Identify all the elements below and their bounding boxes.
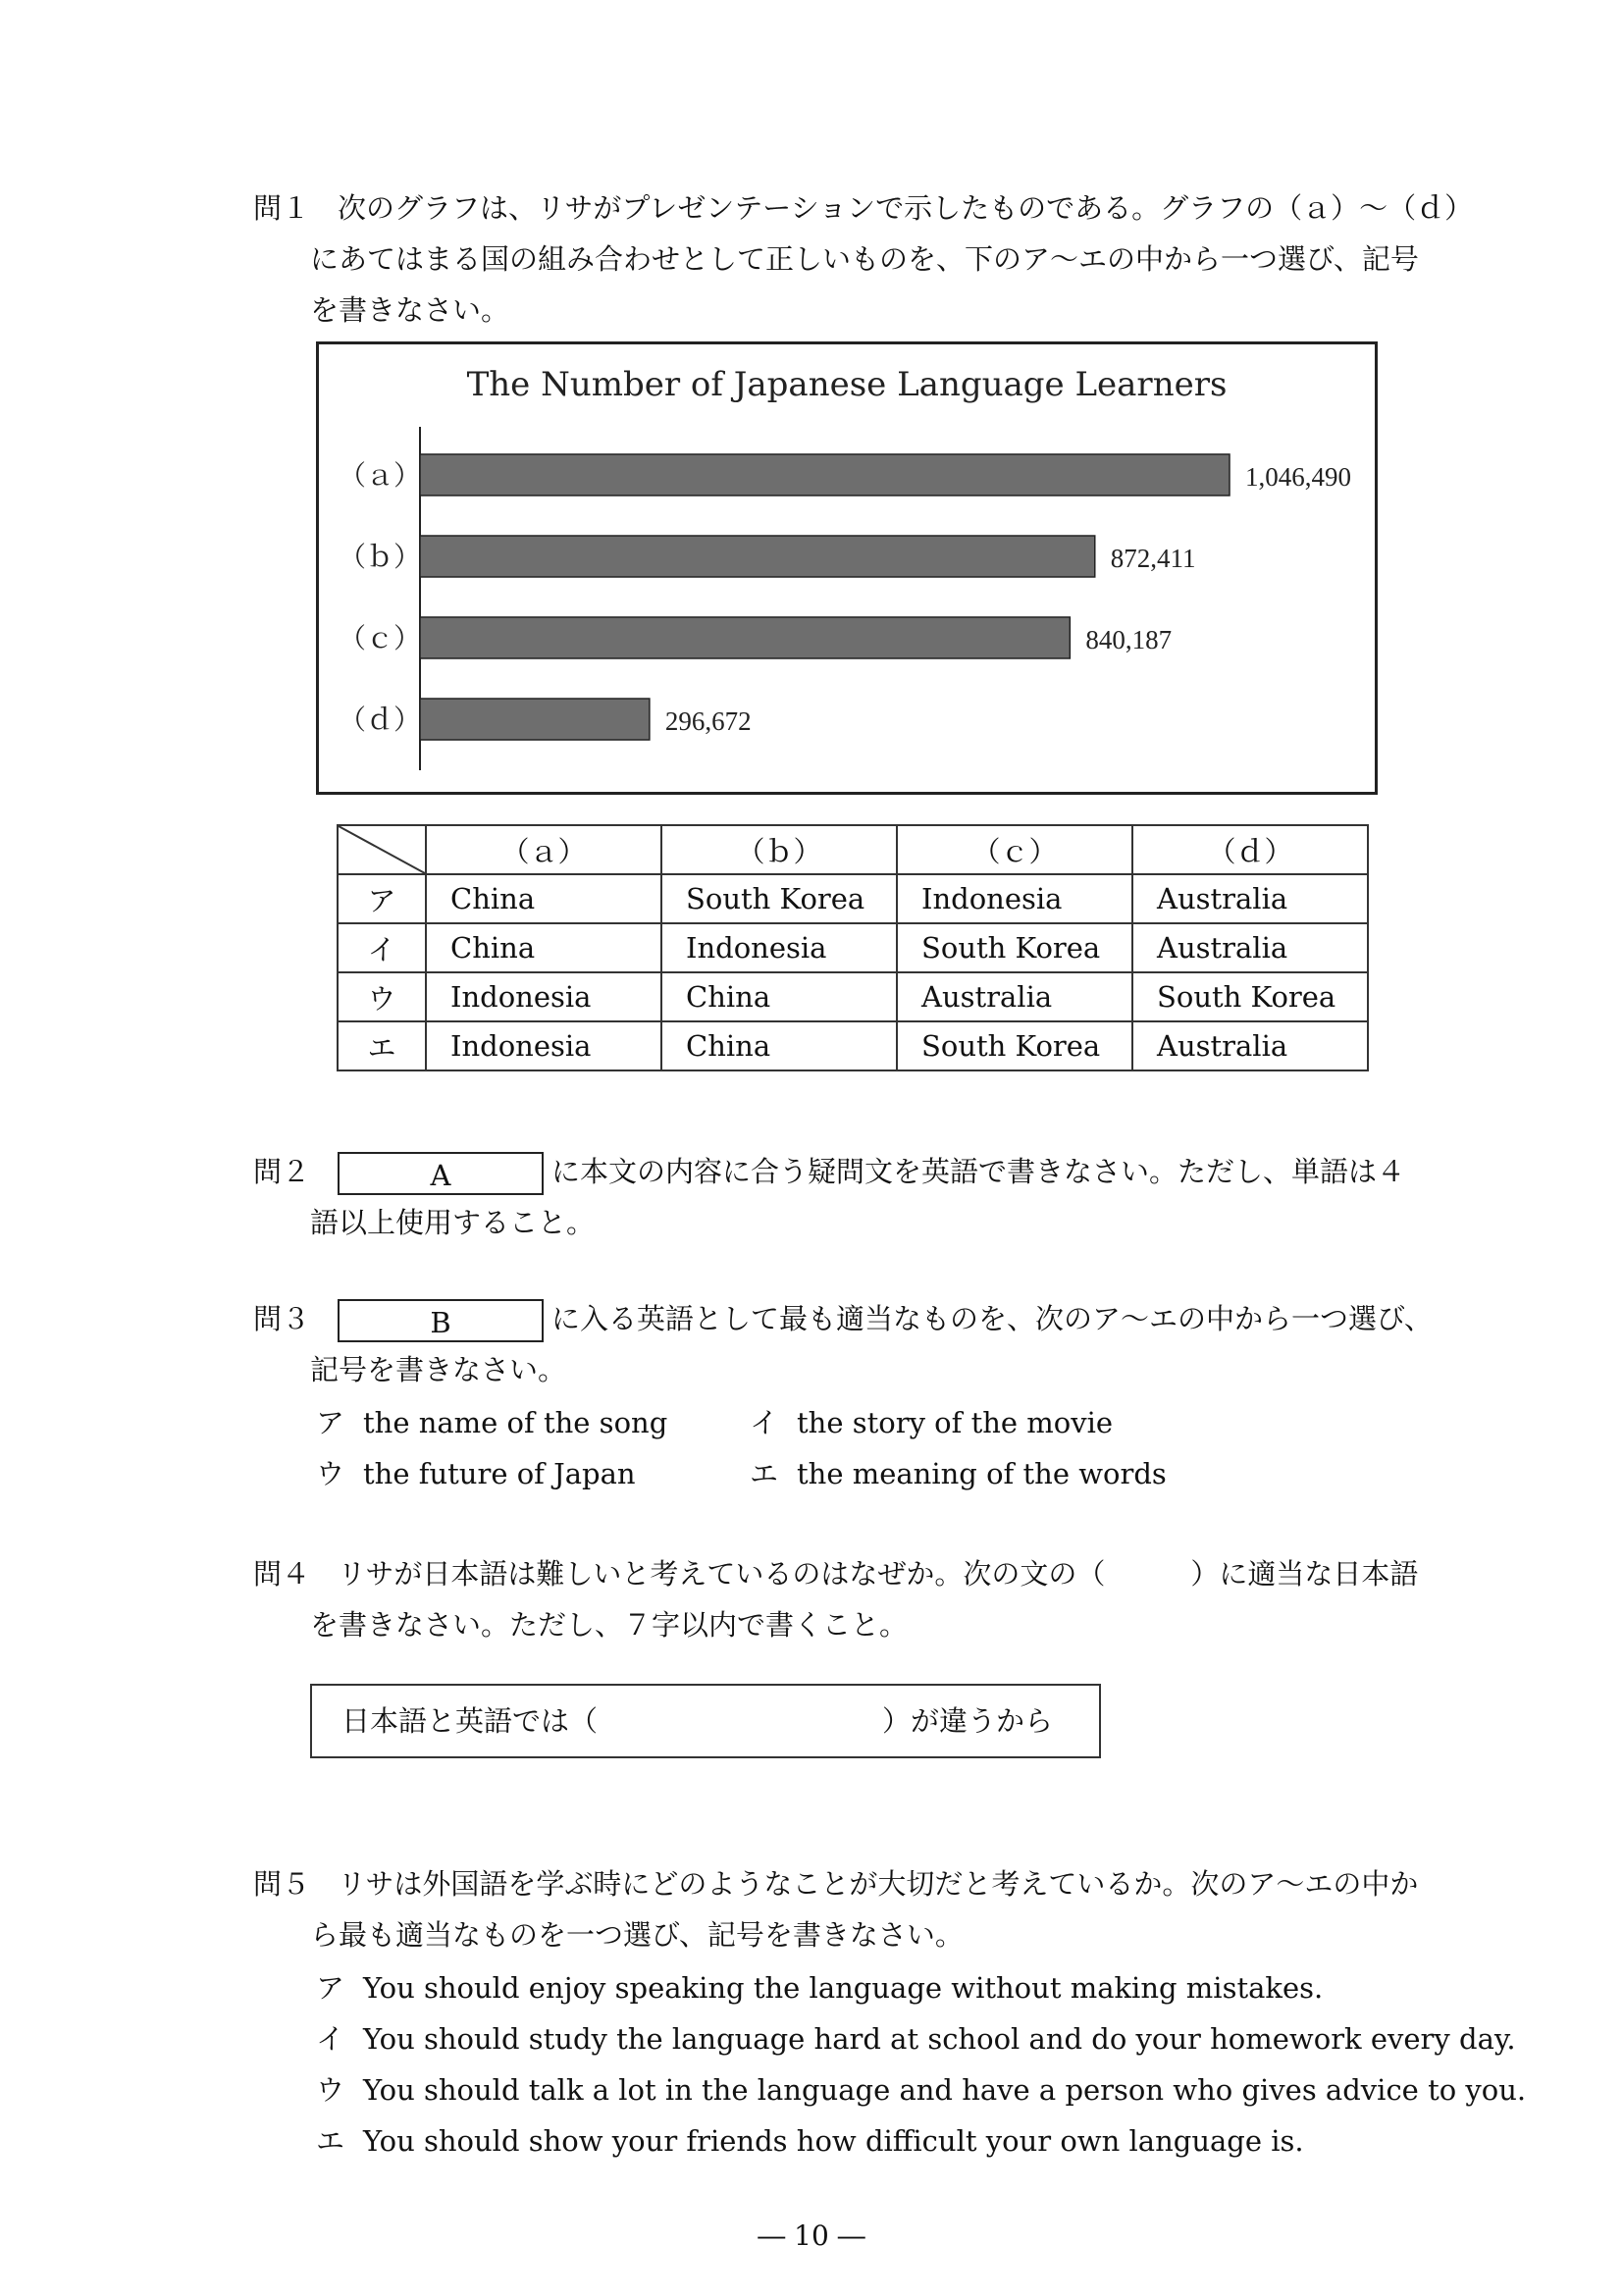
table-cell: China [661,1021,897,1070]
q1-text-1: 次のグラフは、リサがプレゼンテーションで示したものである。グラフの（ａ）～（ｄ） [338,191,1474,225]
q5-text-2: ら最も適当なものを一つ選び、記号を書きなさい。 [310,1918,964,1952]
table-row-mark: イ [338,923,426,972]
bar-chart [316,341,1378,795]
chart-category-label: （ａ） [339,459,422,492]
option-mark: イ [750,1406,779,1439]
q3-blank-box: B [338,1299,544,1342]
chart-value-label: 1,046,490 [1245,462,1351,492]
table-header-d: （ｄ） [1132,825,1368,874]
q1-number: 問１ [253,191,311,225]
q3-text-2: 記号を書きなさい。 [310,1353,567,1386]
table-row [338,972,1368,1021]
q5-line1 [253,1858,1418,1909]
option-mark: エ [316,2124,345,2158]
q5-option-e [316,2119,1304,2160]
table-row [338,1021,1368,1070]
q3-option-i [750,1401,1113,1441]
q1-text-2: にあてはまる国の組み合わせとして正しいものを、下のア～エの中から一つ選び、記号 [310,242,1419,276]
option-text: You should show your friends how difficult your own language is. [363,2124,1304,2158]
option-mark: ウ [316,1457,345,1490]
q4-text-1: リサが日本語は難しいと考えているのはなぜか。次の文の（ ）に適当な日本語 [338,1557,1419,1591]
table-row-mark: エ [338,1021,426,1070]
table-header-row [338,825,1368,874]
table-cell: Australia [897,972,1132,1021]
q3-number: 問３ [253,1302,311,1335]
chart-value-label: 872,411 [1110,544,1196,573]
q3-line1 [253,1293,1433,1344]
chart-title: The Number of Japanese Language Learners [466,365,1228,404]
chart-bar [420,699,650,740]
option-mark: ア [316,1971,345,2005]
q2-number: 問２ [253,1155,311,1188]
q3-option-a [316,1401,667,1441]
q5-text-1: リサは外国語を学ぶ時にどのようなことが大切だと考えているか。次のア～エの中か [338,1867,1419,1901]
table-row [338,923,1368,972]
table-row-mark: ウ [338,972,426,1021]
q2-blank-box: A [338,1152,544,1195]
table-cell: Australia [1132,1021,1368,1070]
q5-number: 問５ [253,1867,311,1901]
page-number: ― 10 ― [758,2219,865,2252]
table-corner-cell [338,825,426,874]
q2-line1 [253,1146,1405,1197]
q5-option-a [316,1966,1323,2007]
q4-answer-box [310,1684,1101,1758]
option-text: You should study the language hard at school and do your homework every day. [363,2022,1516,2056]
q4-line1 [253,1548,1418,1599]
option-text: the future of Japan [363,1457,636,1490]
q2-text-2: 語以上使用すること。 [310,1206,596,1239]
chart-bar [420,536,1095,577]
option-text: the name of the song [363,1406,668,1439]
table-cell: Indonesia [897,874,1132,923]
chart-category-label: （ｂ） [339,541,422,573]
q5-option-i [316,2017,1516,2058]
table-cell: Indonesia [661,923,897,972]
choice-table [337,824,1369,1071]
table-row-mark: ア [338,874,426,923]
option-text: You should talk a lot in the language and have a person who gives advice to you. [363,2073,1527,2107]
table-row [338,874,1368,923]
table-cell: China [661,972,897,1021]
option-mark: ウ [316,2073,345,2107]
table-cell: South Korea [1132,972,1368,1021]
table-header-b: （ｂ） [661,825,897,874]
chart-value-label: 296,672 [664,706,752,736]
table-cell: Australia [1132,923,1368,972]
option-mark: イ [316,2022,345,2056]
table-header-c: （ｃ） [897,825,1132,874]
chart-category-label: （ｃ） [339,622,422,654]
q3-option-e [750,1452,1167,1492]
table-header-a: （ａ） [426,825,661,874]
table-cell: China [426,874,661,923]
q4-box-right-text: ）が違うから [882,1704,1054,1738]
q4-box-left-text: 日本語と英語では（ [341,1704,599,1738]
chart-category-label: （ｄ） [339,704,422,736]
chart-value-label: 840,187 [1085,625,1173,654]
option-text: the story of the movie [797,1406,1114,1439]
q5-option-u [316,2068,1526,2109]
table-cell: Indonesia [426,972,661,1021]
option-mark: エ [750,1457,779,1490]
table-cell: South Korea [661,874,897,923]
table-cell: Indonesia [426,1021,661,1070]
option-text: You should enjoy speaking the language without making mistakes. [363,1971,1324,2005]
q4-text-2: を書きなさい。ただし、７字以内で書くこと。 [310,1608,909,1642]
q4-number: 問４ [253,1557,311,1591]
chart-bar [420,454,1230,496]
chart-svg [319,344,1375,792]
q2-text-1: に本文の内容に合う疑問文を英語で書きなさい。ただし、単語は４ [551,1155,1406,1188]
option-text: the meaning of the words [797,1457,1167,1490]
table-cell: South Korea [897,1021,1132,1070]
table-cell: South Korea [897,923,1132,972]
table-cell: China [426,923,661,972]
option-mark: ア [316,1406,345,1439]
q1-text-3: を書きなさい。 [310,293,510,327]
chart-bar [420,617,1070,658]
q1-line1 [253,183,1473,234]
q3-option-u [316,1452,636,1492]
q3-text-1: に入る英語として最も適当なものを、次のア～エの中から一つ選び、 [551,1302,1433,1335]
table-cell: Australia [1132,874,1368,923]
